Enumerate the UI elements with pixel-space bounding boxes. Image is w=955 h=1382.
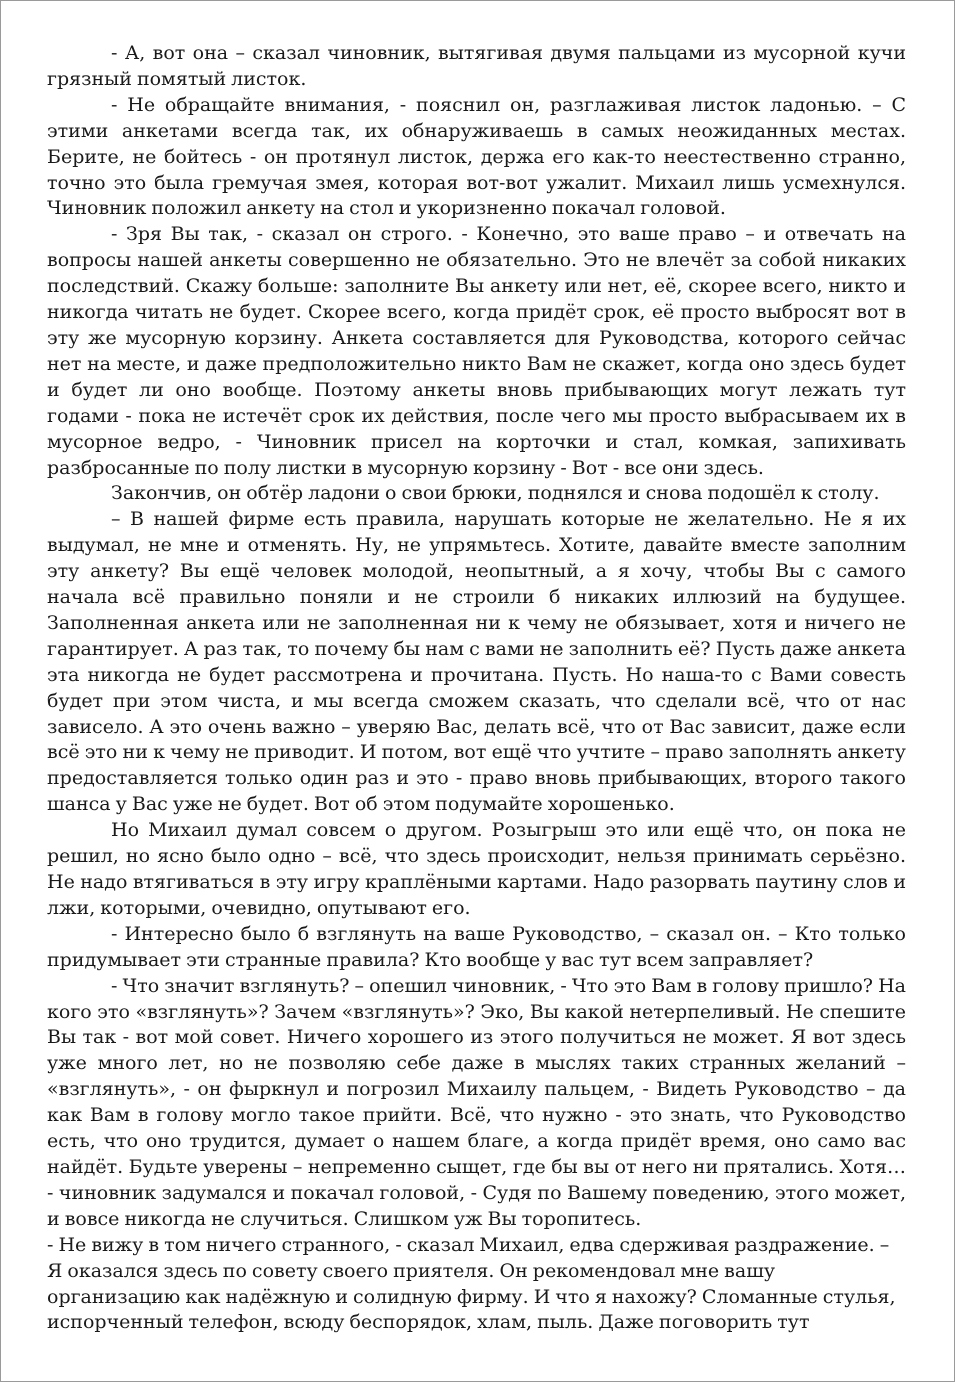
paragraph-5: – В нашей фирме есть правила, нарушать которые не желательно. Не я их выдумал, не мне и отменять. Ну, не упрямьтесь. Хотите, давайте вместе заполним эту анкету? Вы ещё человек молодой, неопытный, а я хочу, чтобы Вы с самого начала всё правильно поняли и не строили б никаких иллюзий на будущее. Заполненная анкета или не заполненная ни к чему не обязывает, хотя и ничего не гарантирует. А раз так, то почему бы нам с вами не заполнить её? Пусть даже анкета эта никогда не будет рассмотрена и прочитана. Пусть. Но наша-то с Вами совесть будет при этом чиста, и мы всегда сможем сказать, что сделали всё, что от нас зависело. А это очень важно – уверяю Вас, делать всё, что от Вас зависит, даже если всё это ни к чему не приводит. И потом, вот ещё что учтите – право заполнять анкету предоставляется только один раз и это - право вновь прибывающих, второго такого шанса у Вас уже не будет. Вот об этом подумайте хорошенько. xyxy=(47,508,906,816)
paragraph-6: Но Михаил думал совсем о другом. Розыгрыш это или ещё что, он пока не решил, но ясно было одно – всё, что здесь происходит, нельзя принимать серьёзно. Не надо втягиваться в эту игру краплёными картами. Надо разорвать паутину слов и лжи, которыми, очевидно, опутывают его. xyxy=(47,819,906,919)
paragraph-8: - Что значит взглянуть? – опешил чиновник, - Что это Вам в голову пришло? На кого это «взглянуть»? Зачем «взглянуть»? Эко, Вы какой нетерпеливый. Не спешите Вы так - вот мой совет. Ничего хорошего из этого получиться не может. Я вот здесь уже много лет, но не позволяю себе даже в мыслях таких странных желаний – «взглянуть», - он фыркнул и погрозил Михаилу пальцем, - Видеть Руководство – да как Вам в голову могло такое прийти. Всё, что нужно - это знать, что Руководство есть, что оно трудится, думает о нашем благе, а когда придёт время, оно само вас найдёт. Будьте уверены – непременно сыщет, где бы вы от него ни прятались. Хотя… - чиновник задумался и покачал головой, - Судя по Вашему поведению, этого может, и вовсе никогда не случиться. Слишком уж Вы торопитесь. xyxy=(47,974,906,1230)
paragraph-3: - Зря Вы так, - сказал он строго. - Конечно, это ваше право – и отвечать на вопросы нашей анкеты совершенно не обязательно. Это не влечёт за собой никаких последствий. Скажу больше: заполните Вы анкету или нет, её, скорее всего, никто и никогда читать не будет. Скорее всего, когда придёт срок, её просто выбросят вот в эту же мусорную корзину. Анкета составляется для Руководства, которого сейчас нет на месте, и даже предположительно никто Вам не скажет, когда оно здесь будет и будет ли оно вообще. Поэтому анкеты вновь прибывающих могут лежать тут годами - пока не истечёт срок их действия, после чего мы просто выбрасываем их в мусорное ведро, - Чиновник присел на корточки и стал, комкая, запихивать разбросанные по полу листки в мусорную корзину - Вот - все они здесь. xyxy=(47,223,906,479)
paragraph-4: Закончив, он обтёр ладони о свои брюки, поднялся и снова подошёл к столу. xyxy=(111,482,880,505)
paragraph-1: - А, вот она – сказал чиновник, вытягивая двумя пальцами из мусорной кучи грязный помятый листок. xyxy=(47,42,906,90)
paragraph-2: - Не обращайте внимания, - пояснил он, разглаживая листок ладонью. – С этими анкетами всегда так, их обнаруживаешь в самых неожиданных местах. Берите, не бойтесь - он протянул листок, держа его как-то неестественно странно, точно это была гремучая змея, которая вот-вот ужалит. Михаил лишь усмехнулся. Чиновник положил анкету на стол и укоризненно покачал головой. xyxy=(47,93,906,220)
text-body xyxy=(47,41,906,1336)
paragraph-9: - Не вижу в том ничего странного, - сказал Михаил, едва сдерживая раздражение. – Я оказался здесь по совету своего приятеля. Он рекомендовал мне вашу организацию как надёжную и солидную фирму. И что я нахожу? Сломанные стулья, испорченный телефон, всюду беспорядок, хлам, пыль. Даже поговорить тут xyxy=(47,1233,896,1334)
paragraph-7: - Интересно было б взглянуть на ваше Руководство, – сказал он. – Кто только придумывает эти странные правила? Кто вообще у вас тут всем заправляет? xyxy=(47,922,906,971)
